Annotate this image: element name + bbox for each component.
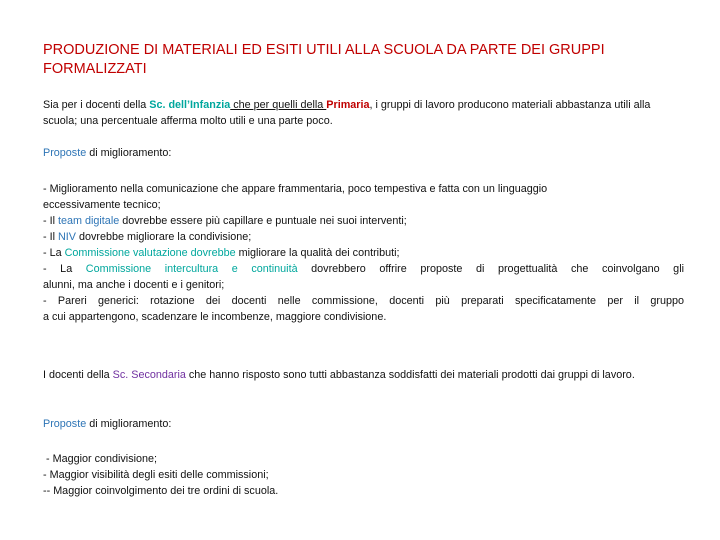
proposte-word-1: Proposte	[43, 147, 87, 159]
intro-text-3: , i gruppi di lavoro producono materiali abbastanza utili alla scuola; una percentuale afferma molto utili e una parte poco.	[43, 99, 651, 127]
commissione-valutazione-label: Commissione valutazione dovrebbe	[64, 247, 236, 259]
intro-paragraph	[43, 97, 684, 129]
list-item-text: dovrebbe essere più capillare e puntuale nei suoi interventi;	[119, 215, 407, 227]
list-item-prefix: - Il	[43, 215, 58, 227]
secondaria-paragraph	[43, 367, 684, 383]
list-item: - Maggior condivisione;	[43, 453, 158, 465]
improvements-list-1	[43, 181, 684, 325]
list-item-text: dovrebbero offrire proposte di progettualità che coinvolgano gli	[297, 263, 684, 275]
list-item: alunni, ma anche i docenti e i genitori;	[43, 279, 225, 291]
list-item: a cui appartengono, scadenzare le incombenze, maggiore condivisione.	[43, 311, 387, 323]
slide-title: PRODUZIONE DI MATERIALI ED ESITI UTILI ALLA SCUOLA DA PARTE DEI GRUPPI FORMALIZZATI	[43, 42, 605, 77]
list-item: eccessivamente tecnico;	[43, 199, 161, 211]
infanzia-label: Sc. dell’Infanzia	[149, 99, 231, 111]
list-item-text: migliorare la qualità dei contributi;	[235, 247, 400, 259]
list-item: - Maggior visibilità degli esiti delle commissioni;	[43, 469, 269, 481]
list-item-prefix: - La	[43, 247, 65, 259]
list-item	[43, 245, 684, 261]
proposte-rest-1: di miglioramento:	[86, 147, 172, 159]
commissione-intercultura-label: Commissione intercultura e continuità	[85, 263, 298, 275]
list-item-text: dovrebbe migliorare la condivisione;	[76, 231, 252, 243]
primaria-label: Primaria	[326, 99, 370, 111]
list-item-prefix: - Il	[43, 231, 58, 243]
proposte-heading-2	[43, 416, 684, 432]
list-item	[43, 229, 684, 245]
list-item: - Miglioramento nella comunicazione che appare frammentaria, poco tempestiva e fatta con un linguaggio	[43, 183, 548, 195]
intro-text-2: che per quelli della	[230, 99, 327, 111]
list-item: -- Maggior coinvolgimento dei tre ordini di scuola.	[43, 485, 279, 497]
proposte-heading-1	[43, 145, 684, 161]
secondaria-text-1: I docenti della	[43, 369, 113, 381]
list-item	[43, 213, 684, 229]
niv-label: NIV	[58, 231, 76, 243]
improvements-list-2	[43, 451, 684, 499]
secondaria-text-2: che hanno risposto sono tutti abbastanza soddisfatti dei materiali prodotti dai gruppi di lavoro.	[185, 369, 635, 381]
list-item: - Pareri generici: rotazione dei docenti nelle commissione, docenti più preparati specificatamente per il gruppo	[43, 295, 684, 307]
team-digitale-label: team digitale	[58, 215, 120, 227]
proposte-rest-2: di miglioramento:	[86, 418, 172, 430]
proposte-word-2: Proposte	[43, 418, 87, 430]
secondaria-label: Sc. Secondaria	[112, 369, 186, 381]
list-item-prefix: - La	[43, 263, 86, 275]
list-item	[43, 261, 684, 277]
intro-text-1: Sia per i docenti della	[43, 99, 150, 111]
